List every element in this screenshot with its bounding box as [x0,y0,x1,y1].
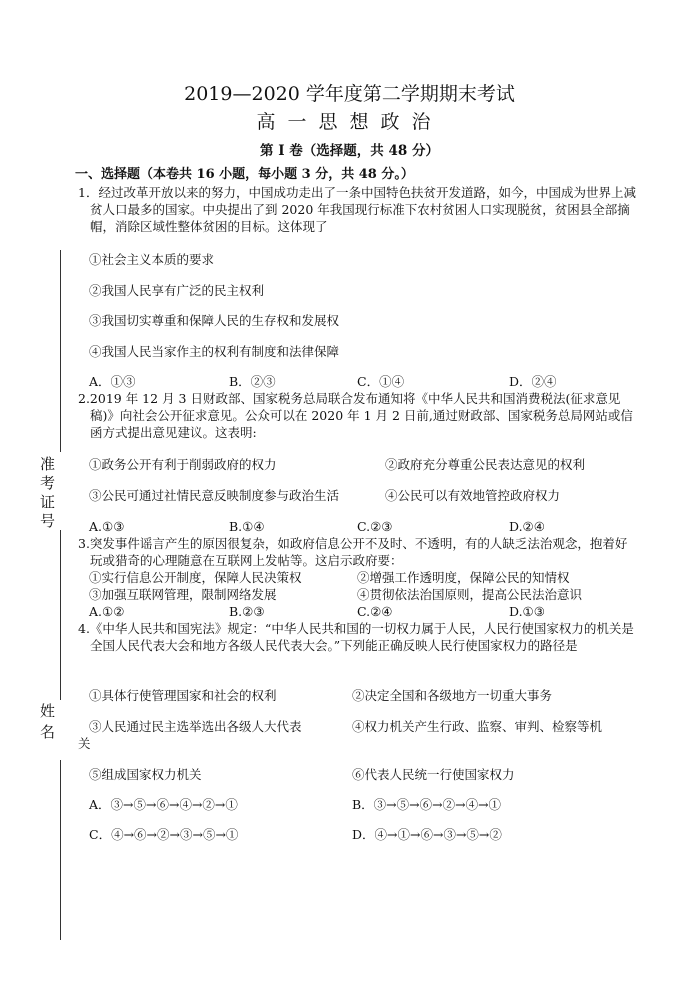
q2-choice-d: D.②④ [509,519,545,534]
name-label: 姓名 [38,703,56,745]
q4-choice-a: A．③→⑤→⑥→④→②→① [89,797,238,812]
q1-option-1: ①社会主义本质的要求 [89,252,215,267]
exam-number-label: 准考证号 [38,456,56,532]
q3-choice-a: A.①② [89,604,125,619]
exam-subject: 高一思想政治 [256,111,443,133]
exam-title: 2019—2020 学年度第二学期期末考试 [184,83,515,105]
q4-option-2: ②决定全国和各级地方一切重大事务 [352,688,553,703]
q4-option-4: ④权力机关产生行政、监察、审判、检察等机 [352,719,603,734]
q4-option-1: ①具体行使管理国家和社会的权利 [89,688,277,703]
part-heading: 第 I 卷（选择题，共 48 分） [260,143,439,159]
q3-option-1: ①实行信息公开制度，保障人民决策权 [89,570,302,585]
q3-choice-b: B.②③ [229,604,265,619]
q3-choice-c: C.②④ [357,604,393,619]
binding-line-bottom [60,760,61,940]
q1-choice-d: D．②④ [509,374,557,389]
q2-choice-c: C.②③ [357,519,393,534]
q4-option-3: ③人民通过民主选举选出各级人大代表 [89,719,302,734]
q1-choice-b: B．②③ [229,374,276,389]
question-4-stem: 4.《中华人民共和国宪法》规定：“中华人民共和国的一切权力属于人民，人民行使国家权力的机关是全国人民代表大会和地方各级人民代表大会。”下列能正确反映人民行使国家权力的路径是 [78,621,634,653]
q1-choice-a: A．①③ [89,374,136,389]
binding-line-middle [60,530,61,700]
q2-option-4: ④公民可以有效地管控政府权力 [385,488,561,503]
q3-choice-d: D.①③ [509,604,545,619]
section-heading: 一、选择题（本卷共 16 小题，每小题 3 分，共 48 分。） [75,167,414,182]
question-1-stem: 1．经过改革开放以来的努力，中国成功走出了一条中国特色扶贫开发道路，如今，中国成为世界上减贫人口最多的国家。中央提出了到 2020 年我国现行标准下农村贫困人口实现脱贫，贫困县全部摘帽，消除区域性整体贫困的目标。这体现了 [78,185,636,234]
q2-option-2: ②政府充分尊重公民表达意见的权利 [385,457,586,472]
q3-option-3: ③加强互联网管理，限制网络发展 [89,587,277,602]
q2-choice-a: A.①③ [89,519,125,534]
q4-choice-b: B．③→⑤→⑥→②→④→① [352,797,502,812]
q3-option-2: ②增强工作透明度，保障公民的知情权 [357,570,570,585]
q1-option-4: ④我国人民当家作主的权利有制度和法律保障 [89,344,340,359]
question-3-stem: 3.突发事件谣言产生的原因很复杂，如政府信息公开不及时、不透明，有的人缺乏法治观念，抱着好玩或猎奇的心理随意在互联网上发帖等。这启示政府要： [78,536,628,568]
q1-option-2: ②我国人民享有广泛的民主权利 [89,283,265,298]
q2-option-1: ①政务公开有利于削弱政府的权力 [89,457,277,472]
q1-option-3: ③我国切实尊重和保障人民的生存权和发展权 [89,313,340,328]
q4-option-4-continued: 关 [78,736,91,751]
q2-choice-b: B.①④ [229,519,265,534]
q4-option-6: ⑥代表人民统一行使国家权力 [352,767,515,782]
q4-choice-c: C．④→⑥→②→③→⑤→① [89,827,239,842]
q3-option-4: ④贯彻依法治国原则，提高公民法治意识 [357,587,583,602]
q4-option-5: ⑤组成国家权力机关 [89,767,202,782]
binding-line-top [60,250,61,452]
q2-option-3: ③公民可通过社情民意反映制度参与政治生活 [89,488,340,503]
q4-choice-d: D．④→①→⑥→③→⑤→② [352,827,502,842]
q1-choice-c: C．①④ [357,374,405,389]
question-2-stem: 2.2019 年 12 月 3 日财政部、国家税务总局联合发布通知将《中华人民共和国消费税法(征求意见稿)》向社会公开征求意见。公众可以在 2020 年 1 月 2 日前,通过财政部、国家税务总局网站或信函方式提出意见建议。这表明: [78,391,633,440]
